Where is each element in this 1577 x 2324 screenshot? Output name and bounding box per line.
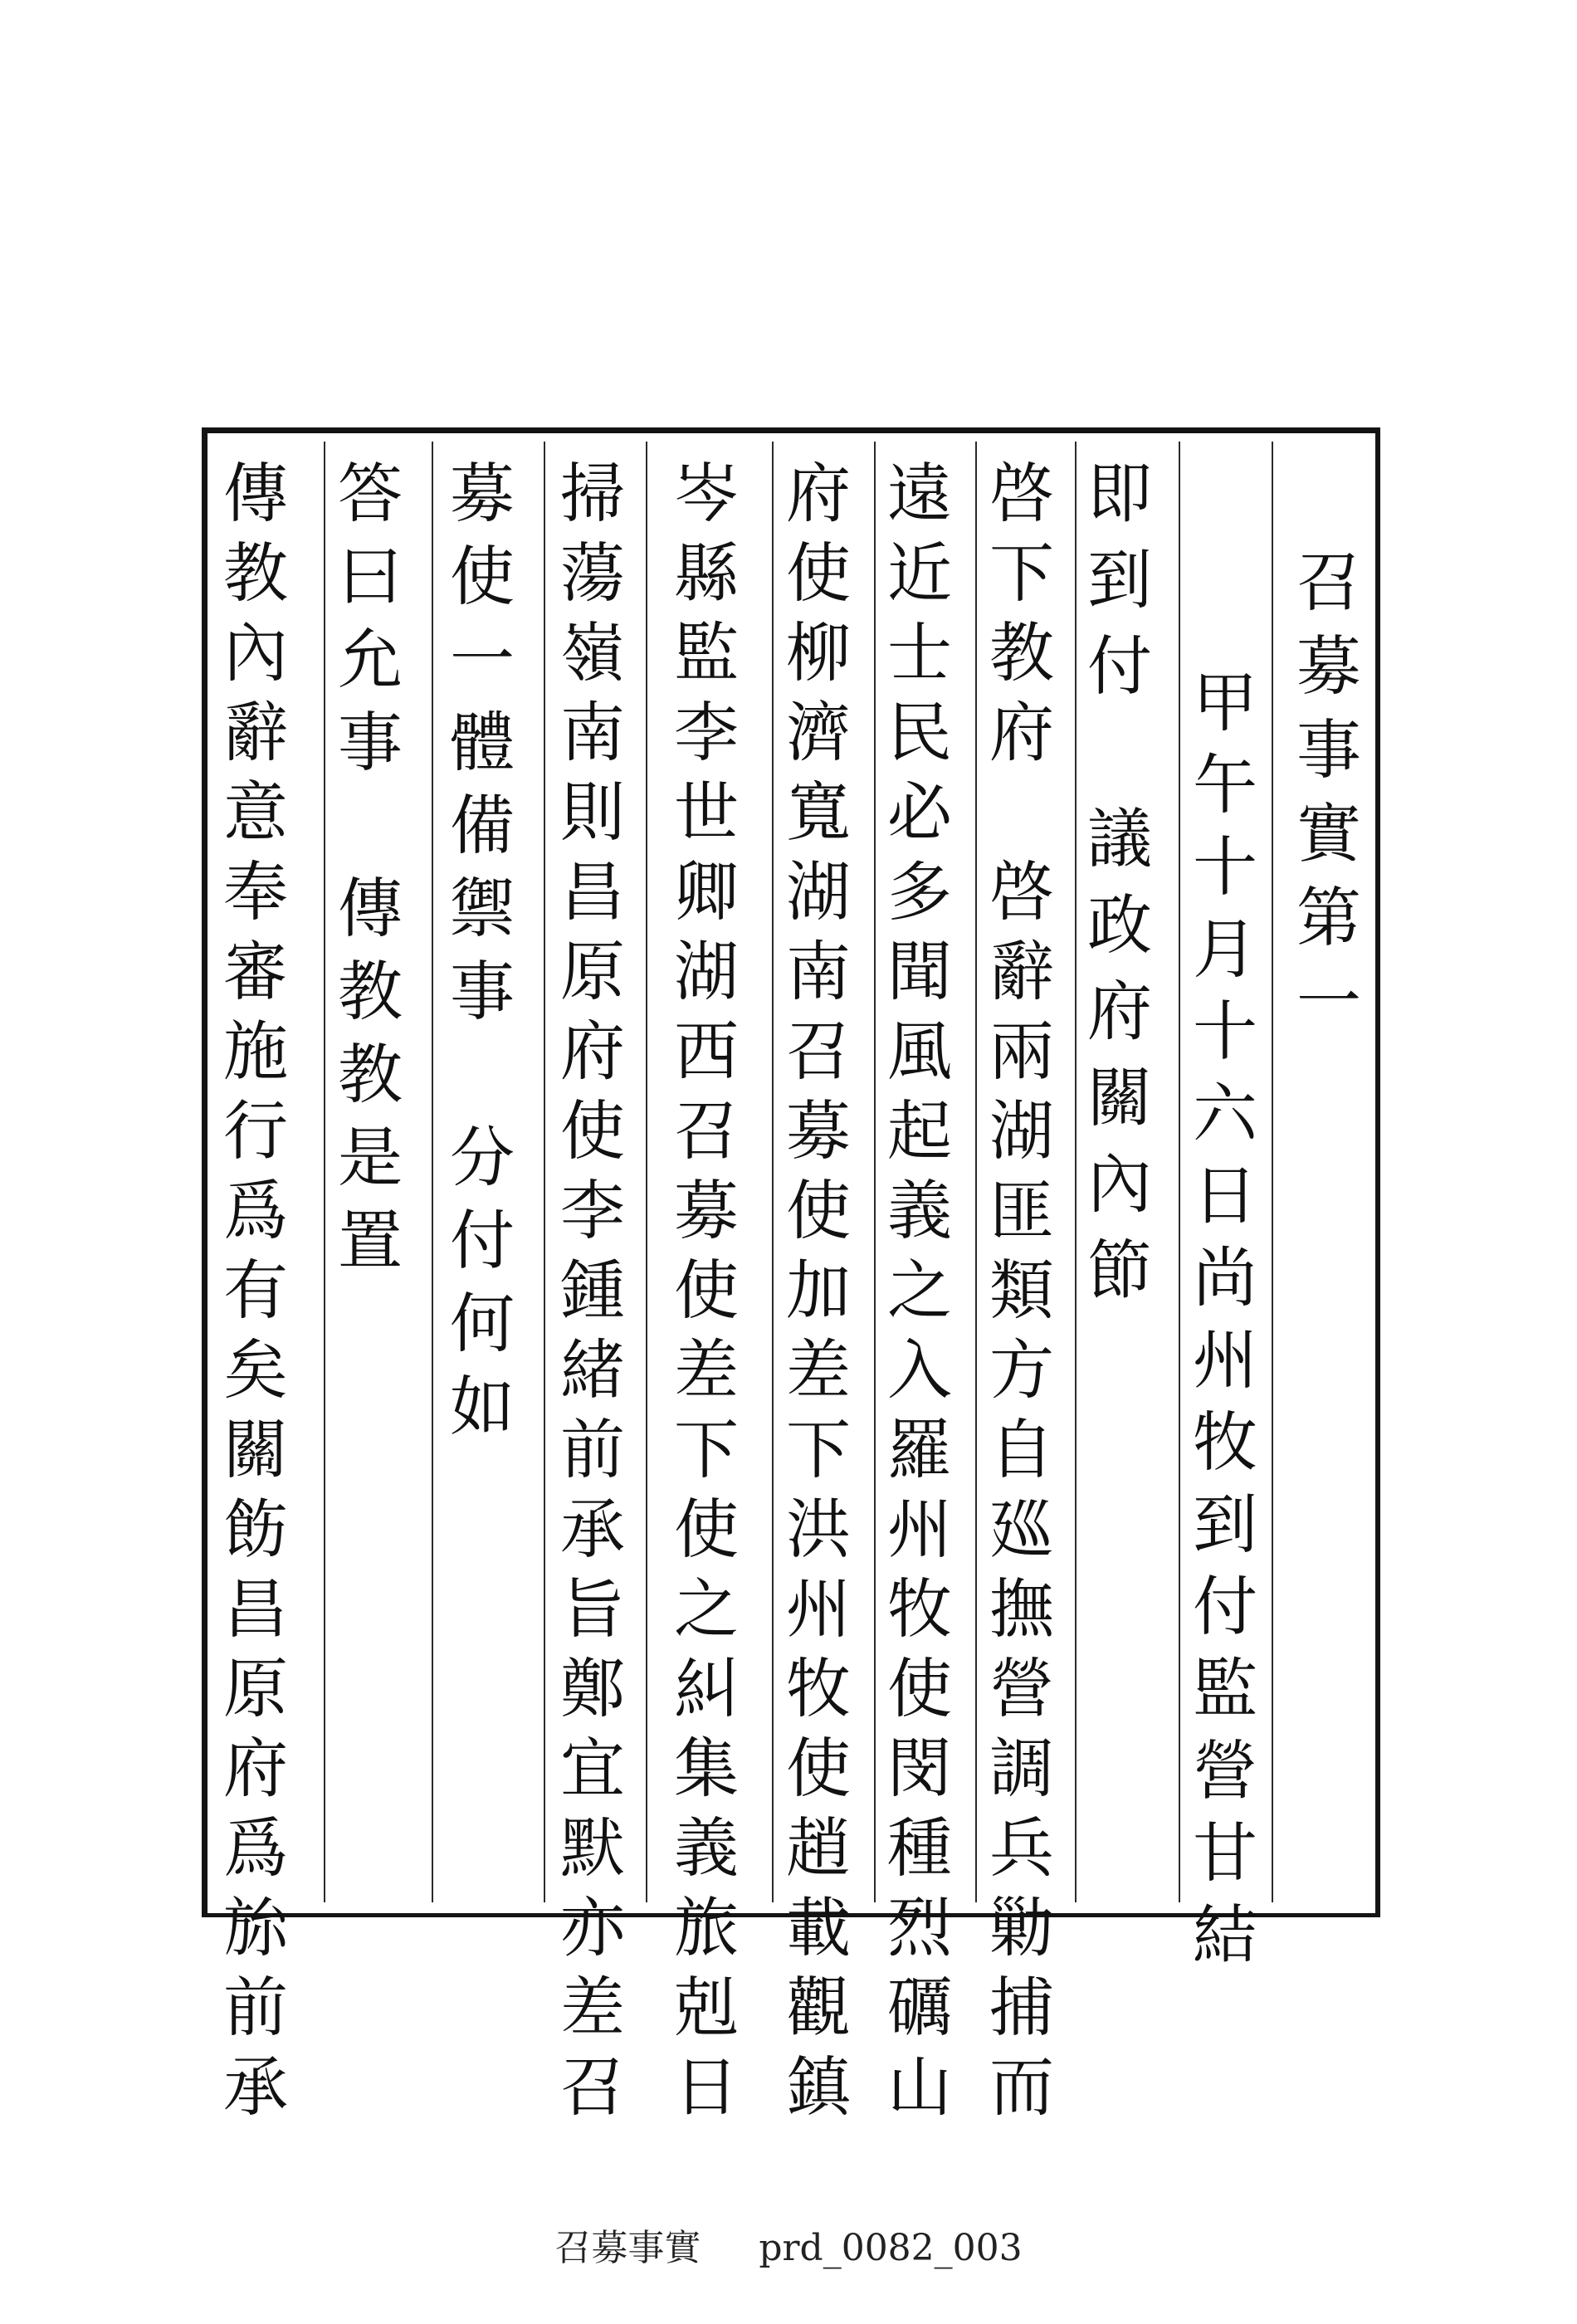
column-divider <box>874 442 876 1902</box>
page-footer <box>0 2218 1577 2271</box>
text-column-title: 召募事實第一 <box>1286 548 1360 1051</box>
column-divider <box>544 442 545 1902</box>
text-column: 掃蕩嶺南則昌原府使李鍾緒前承旨鄭宜默亦差召 <box>549 459 624 2132</box>
text-column: 傳教內辭意奉審施行爲有矣關飭昌原府爲旀前承 <box>212 459 287 2132</box>
text-column: 即到付 議政府關內節 <box>1077 459 1151 1322</box>
column-divider <box>1179 442 1180 1902</box>
footer-code: prd_0082_003 <box>759 2227 1023 2269</box>
text-column: 府使柳濟寬湖南召募使加差下洪州牧使趙載觀鎮 <box>775 459 850 2132</box>
column-divider <box>324 442 325 1902</box>
column-divider <box>1272 442 1273 1902</box>
column-divider <box>646 442 647 1902</box>
text-column: 答曰允事 傳教教是置 <box>327 459 402 1289</box>
column-divider <box>975 442 977 1902</box>
text-column: 甲午十月十六日尚州牧到付監營甘結 <box>1182 668 1257 1983</box>
text-column: 啓下教府 啓辭兩湖匪類方自廵撫營調兵勦捕而 <box>979 459 1053 2132</box>
text-column: 岑縣監李世卿湖西召募使差下使之糾集義旅剋日 <box>663 459 738 2132</box>
column-divider <box>772 442 774 1902</box>
column-divider <box>432 442 433 1902</box>
text-column: 遠近士民必多聞風起義之入羅州牧使閔種烈礪山 <box>876 459 951 2132</box>
footer-title: 召募事實 <box>554 2227 701 2269</box>
text-column: 募使一體備禦事 分付何如 <box>439 459 514 1455</box>
